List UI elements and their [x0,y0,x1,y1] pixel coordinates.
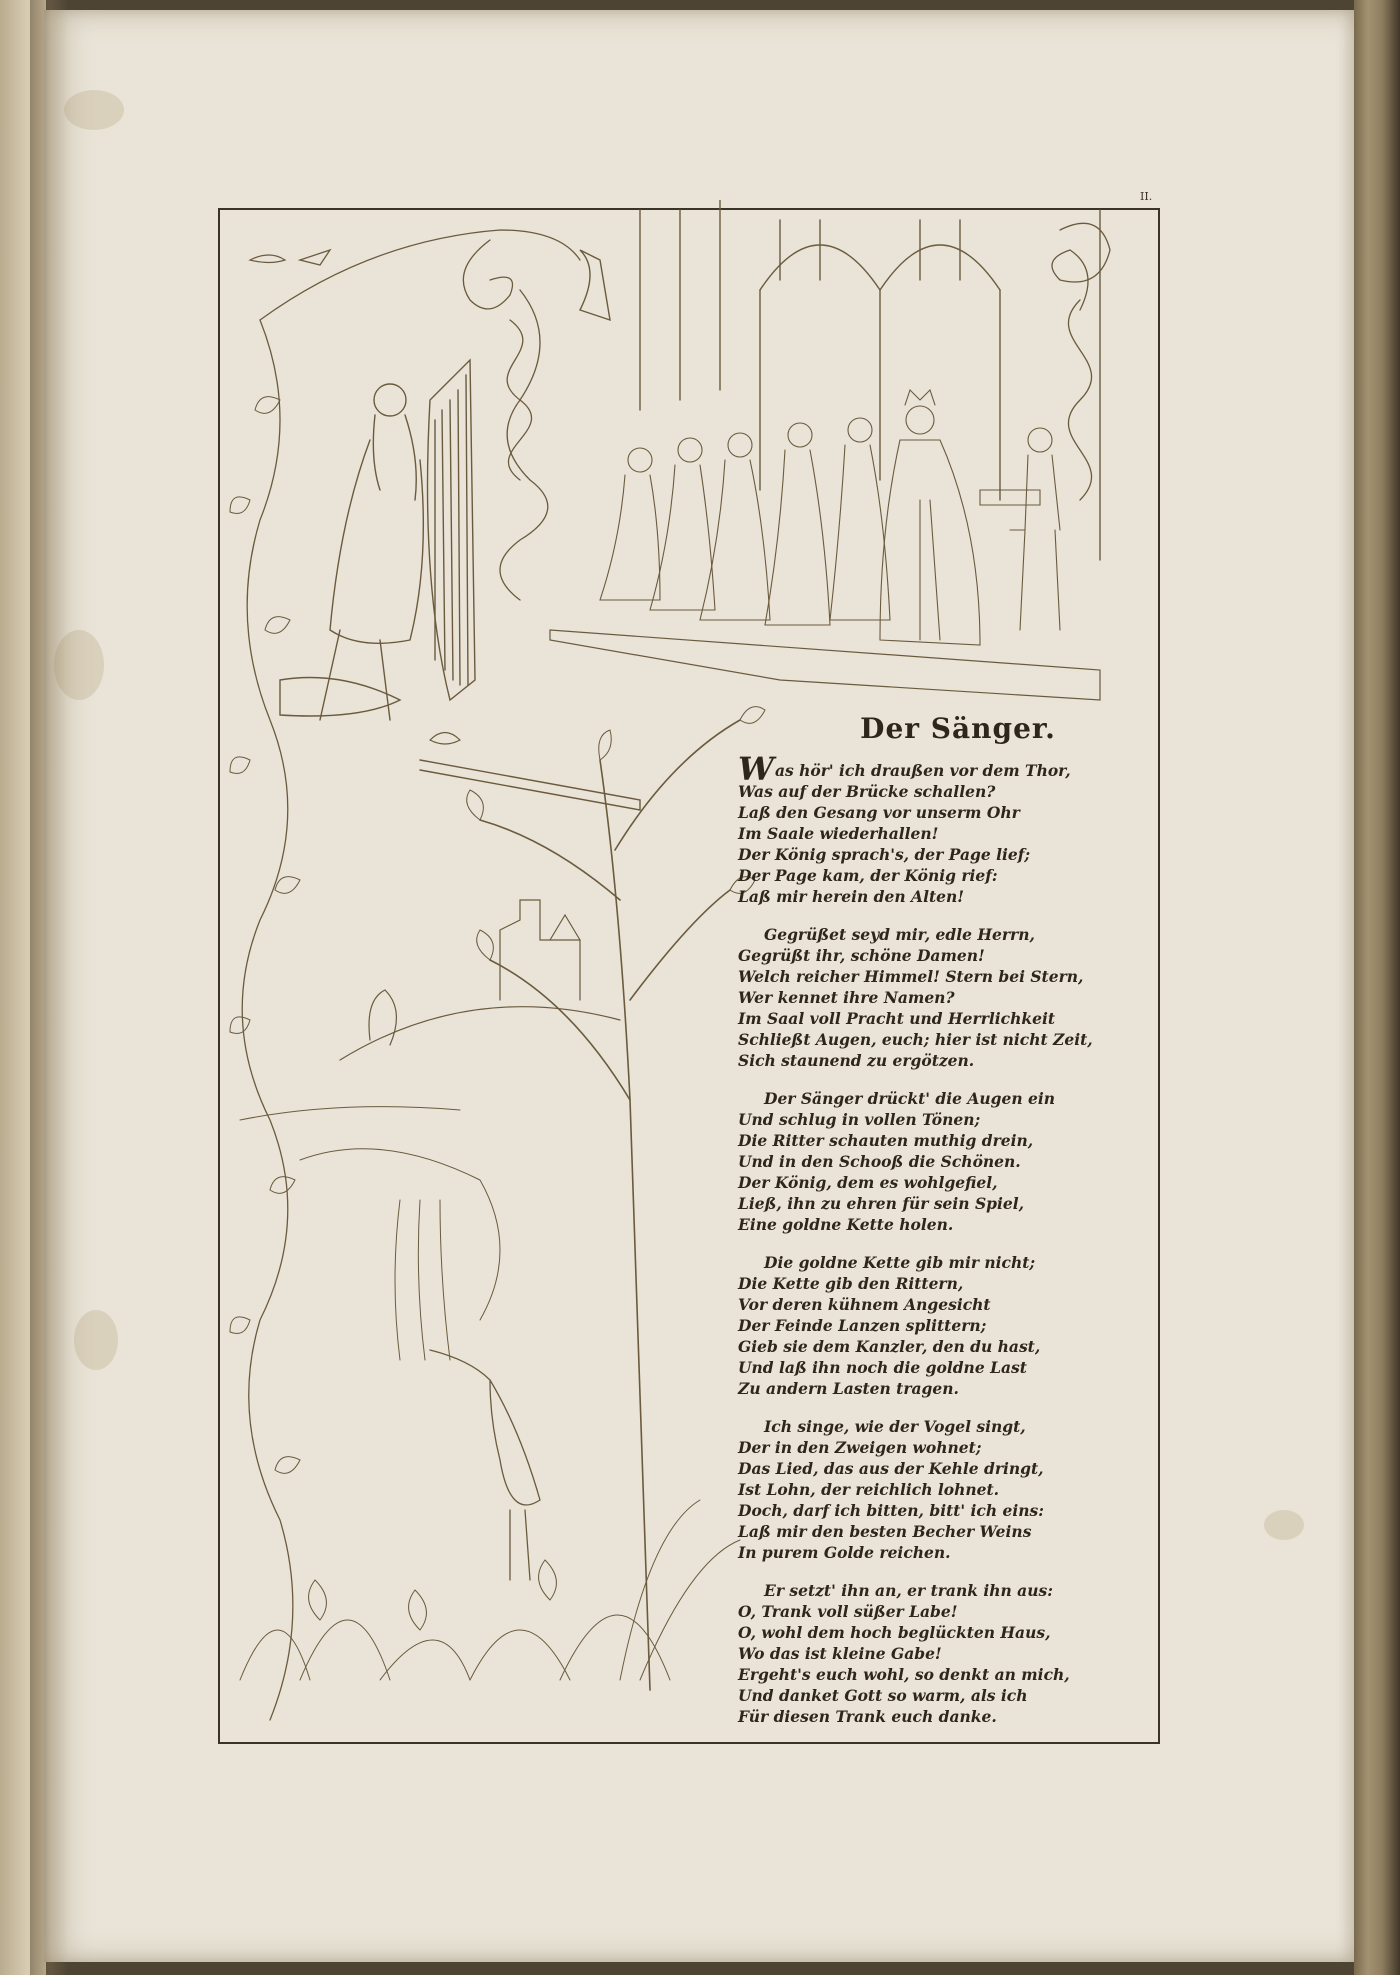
poem-line: Eine goldne Kette holen. [738,1215,954,1234]
undergrowth [240,1500,740,1680]
poem-line: Der Page kam, der König rief: [738,866,998,885]
vine-border [230,230,580,1720]
poem-line: Und laß ihn noch die goldne Last [738,1358,1027,1377]
right-page-edge [1354,0,1400,1975]
poem-line: Gegrüßt ihr, schöne Damen! [738,946,985,965]
poem-line: Laß mir herein den Alten! [738,887,965,906]
stanza-1 [738,750,1138,907]
poem-line: Gieb sie dem Kanzler, den du hast, [738,1337,1041,1356]
poem-line: Das Lied, das aus der Kehle dringt, [738,1459,1044,1478]
stanza-3 [738,1088,1138,1235]
poem-line: Ist Lohn, der reichlich lohnet. [738,1480,1000,1499]
poem-line: Im Saale wiederhallen! [738,824,939,843]
poem-title: Der Sänger. [860,712,1056,745]
tree [467,707,765,1690]
poem-line: Wer kennet ihre Namen? [738,988,955,1007]
poem-line: Die goldne Kette gib mir nicht; [764,1253,1036,1272]
royal-hall-scene [550,200,1100,700]
harpist-figure [280,360,640,810]
heron [430,1350,540,1580]
poem-line: Ergeht's euch wohl, so denkt an mich, [738,1665,1070,1684]
poem-line: O, Trank voll süßer Labe! [738,1602,958,1621]
poem-line: Der Feinde Lanzen splittern; [738,1316,987,1335]
stanza-2 [738,924,1138,1071]
poem-line: In purem Golde reichen. [738,1543,951,1562]
stanza-5 [738,1416,1138,1563]
stanza-6 [738,1580,1138,1727]
poem-line: O, wohl dem hoch beglückten Haus, [738,1623,1051,1642]
poem-line: Die Kette gib den Rittern, [738,1274,964,1293]
poem-line: Laß den Gesang vor unserm Ohr [738,803,1020,822]
drop-cap: W [738,750,774,788]
poem-line: Der Sänger drückt' die Augen ein [764,1089,1056,1108]
poem-line: Doch, darf ich bitten, bitt' ich eins: [738,1501,1044,1520]
poem-line: Er setzt' ihn an, er trank ihn aus: [764,1581,1053,1600]
castle-on-hill [340,900,620,1060]
poem-line: Ich singe, wie der Vogel singt, [764,1417,1026,1436]
poem-line: Für diesen Trank euch danke. [738,1707,997,1726]
poem-line: Der König sprach's, der Page lief; [738,845,1031,864]
poem-line: Der in den Zweigen wohnet; [738,1438,982,1457]
poem-block [738,712,1138,1744]
poem-line: Was auf der Brücke schallen? [738,782,996,801]
poem-line: Gegrüßet seyd mir, edle Herrn, [764,925,1035,944]
poem-line: Was hör' ich draußen vor dem Thor, [738,750,1071,788]
poem-line: Der König, dem es wohlgefiel, [738,1173,998,1192]
page-number: II. [1140,190,1153,203]
poem-line: Und schlug in vollen Tönen; [738,1110,981,1129]
poem-line: Und in den Schooß die Schönen. [738,1152,1021,1171]
poem-line: Sich staunend zu ergötzen. [738,1051,975,1070]
poem-line: Vor deren kühnem Angesicht [738,1295,991,1314]
poem-line: Im Saal voll Pracht und Herrlichkeit [738,1009,1056,1028]
poem-line: Schließt Augen, euch; hier ist nicht Zeit, [738,1030,1093,1049]
poem-line: Und danket Gott so warm, als ich [738,1686,1028,1705]
page-gutter-shadow [30,0,68,1975]
calligraphic-flourish [463,223,1110,600]
poem-line: Wo das ist kleine Gabe! [738,1644,942,1663]
stanza-4 [738,1252,1138,1399]
poem-line: Laß mir den besten Becher Weins [738,1522,1032,1541]
poem-line: Ließ, ihn zu ehren für sein Spiel, [738,1194,1025,1213]
birds [250,255,460,744]
poem-line: Welch reicher Himmel! Stern bei Stern, [738,967,1084,986]
poem-line: Die Ritter schauten muthig drein, [738,1131,1034,1150]
poem-line: Zu andern Lasten tragen. [738,1379,959,1398]
